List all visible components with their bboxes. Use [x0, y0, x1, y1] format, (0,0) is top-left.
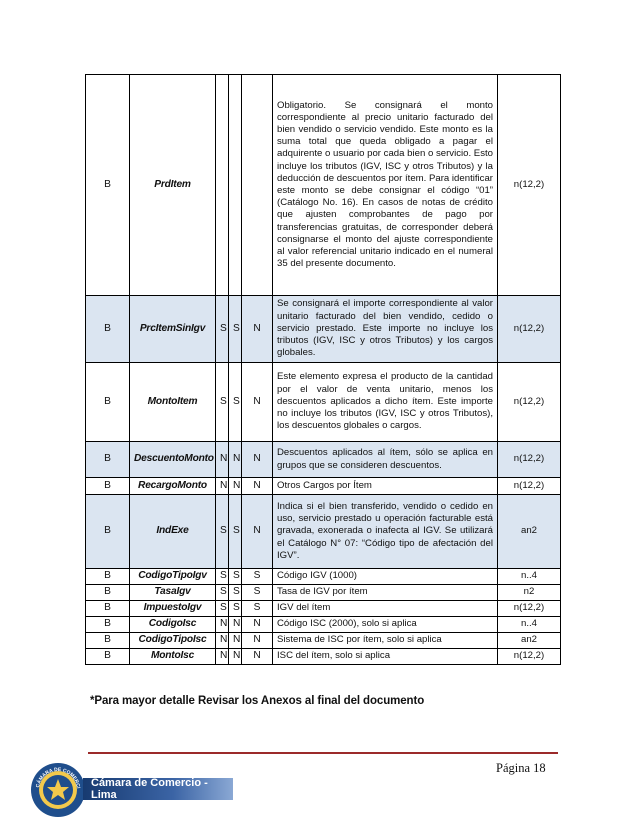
level-cell: B	[86, 478, 130, 495]
level-cell: B	[86, 633, 130, 649]
flag1-cell: N	[216, 442, 229, 478]
table-row	[86, 601, 561, 617]
field-name-cell: MontoItem	[130, 363, 216, 442]
flag3-cell: S	[242, 601, 273, 617]
page-number: Página 18	[496, 761, 546, 775]
flag2-cell: N	[229, 442, 242, 478]
flag1-cell: N	[216, 633, 229, 649]
flag1-cell: S	[216, 363, 229, 442]
flag1-cell: N	[216, 478, 229, 495]
field-name-cell: IndExe	[130, 495, 216, 569]
level-cell: B	[86, 296, 130, 363]
flag1-cell: N	[216, 649, 229, 665]
format-cell: n(12,2)	[498, 75, 561, 296]
level-cell: B	[86, 363, 130, 442]
table-row	[86, 649, 561, 665]
level-cell: B	[86, 75, 130, 296]
table-row	[86, 585, 561, 601]
field-name-cell: CodigoTipoIsc	[130, 633, 216, 649]
flag3-cell: N	[242, 495, 273, 569]
svg-text:CÁMARA DE COMERCIO: CÁMARA DE COMERCI	[35, 766, 81, 789]
description-cell: Otros Cargos por Ítem	[273, 478, 498, 495]
level-cell: B	[86, 442, 130, 478]
flag1-cell: S	[216, 296, 229, 363]
format-cell: an2	[498, 633, 561, 649]
flag2-cell: S	[229, 569, 242, 585]
description-cell: Indica si el bien transferido, vendido o cedido en uso, servicio prestado u operación facturable está gravada, exonerada o inafecta al IGV. Se utilizará el Catálogo N° 07: “Código tipo de afectación del IGV”.	[273, 495, 498, 569]
level-cell: B	[86, 617, 130, 633]
flag2-cell: N	[229, 649, 242, 665]
footer-divider	[88, 752, 558, 754]
format-cell: n(12,2)	[498, 478, 561, 495]
flag1-cell: S	[216, 569, 229, 585]
description-cell: Este elemento expresa el producto de la cantidad por el valor de venta unitario, menos los descuentos aplicados a dicho ítem. Este importe no incluye los tributos (IGV, ISC y otros Tributos), los descuentos globales o cargos.	[273, 363, 498, 442]
description-cell: Tasa de IGV por ítem	[273, 585, 498, 601]
field-name-cell: CodigoIsc	[130, 617, 216, 633]
field-name-cell: PrdItem	[130, 75, 216, 296]
flag2-cell: S	[229, 495, 242, 569]
table-row	[86, 569, 561, 585]
level-cell: B	[86, 601, 130, 617]
flag2-cell: N	[229, 617, 242, 633]
flag1-cell	[216, 75, 229, 296]
description-cell: ISC del ítem, solo si aplica	[273, 649, 498, 665]
table-row	[86, 617, 561, 633]
table-row	[86, 633, 561, 649]
flag3-cell: S	[242, 569, 273, 585]
field-name-cell: ImpuestoIgv	[130, 601, 216, 617]
table-row	[86, 296, 561, 363]
format-cell: n2	[498, 585, 561, 601]
table-row	[86, 75, 561, 296]
field-name-cell: RecargoMonto	[130, 478, 216, 495]
field-name-cell: PrcItemSinIgv	[130, 296, 216, 363]
organization-name: Cámara de Comercio - Lima	[91, 777, 208, 801]
format-cell: an2	[498, 495, 561, 569]
flag3-cell: N	[242, 478, 273, 495]
format-cell: n(12,2)	[498, 363, 561, 442]
field-name-cell: TasaIgv	[130, 585, 216, 601]
flag1-cell: N	[216, 617, 229, 633]
flag2-cell: S	[229, 601, 242, 617]
format-cell: n..4	[498, 617, 561, 633]
flag2-cell: S	[229, 585, 242, 601]
flag1-cell: S	[216, 585, 229, 601]
table-row	[86, 495, 561, 569]
level-cell: B	[86, 585, 130, 601]
table-row	[86, 478, 561, 495]
description-cell: Descuentos aplicados al ítem, sólo se aplica en grupos que se consideren descuentos.	[273, 442, 498, 478]
format-cell: n(12,2)	[498, 296, 561, 363]
flag3-cell: N	[242, 363, 273, 442]
level-cell: B	[86, 569, 130, 585]
format-cell: n..4	[498, 569, 561, 585]
description-cell: Se consignará el importe correspondiente al valor unitario facturado del bien vendido, cedido o servicio prestado. Este importe no incluye los tributos (IGV, ISC y otros Tributos) y los cargos globales.	[273, 296, 498, 363]
flag1-cell: S	[216, 495, 229, 569]
level-cell: B	[86, 495, 130, 569]
flag3-cell: N	[242, 633, 273, 649]
flag1-cell: S	[216, 601, 229, 617]
field-name-cell: CodigoTipoIgv	[130, 569, 216, 585]
flag3-cell: N	[242, 617, 273, 633]
chamber-seal-icon	[30, 762, 86, 818]
flag2-cell: N	[229, 478, 242, 495]
description-cell: Obligatorio. Se consignará el monto correspondiente al precio unitario facturado del bien vendido o servicio vendido. Este monto es la suma total que queda obligado a pagar el adquirente o usuario por cada bien o servicio. Esto incluye los tributos (IGV, ISC y otros Tributos) y la deducción de descuentos por ítem. Para identificar este monto se debe consignar el código “01” (Catálogo No. 16). En casos de notas de crédito que ajusten comprobantes de pago por transferencias gratuitas, de corresponder deberá consignarse el monto del ajuste correspondiente al valor referencial unitario indicado en el numeral 35 del presente documento.	[273, 75, 498, 296]
flag2-cell: S	[229, 363, 242, 442]
flag3-cell: N	[242, 442, 273, 478]
flag2-cell	[229, 75, 242, 296]
flag3-cell	[242, 75, 273, 296]
flag3-cell: N	[242, 649, 273, 665]
flag3-cell: N	[242, 296, 273, 363]
level-cell: B	[86, 649, 130, 665]
flag2-cell: S	[229, 296, 242, 363]
flag2-cell: N	[229, 633, 242, 649]
description-cell: Código IGV (1000)	[273, 569, 498, 585]
flag3-cell: S	[242, 585, 273, 601]
field-table	[85, 74, 561, 665]
format-cell: n(12,2)	[498, 649, 561, 665]
description-cell: Código ISC (2000), solo si aplica	[273, 617, 498, 633]
field-name-cell: DescuentoMonto	[130, 442, 216, 478]
footnote: *Para mayor detalle Revisar los Anexos al final del documento	[90, 695, 425, 707]
format-cell: n(12,2)	[498, 601, 561, 617]
description-cell: IGV del ítem	[273, 601, 498, 617]
table-row	[86, 442, 561, 478]
field-name-cell: MontoIsc	[130, 649, 216, 665]
description-cell: Sistema de ISC por ítem, solo si aplica	[273, 633, 498, 649]
table-row	[86, 363, 561, 442]
organization-banner	[83, 778, 233, 800]
format-cell: n(12,2)	[498, 442, 561, 478]
